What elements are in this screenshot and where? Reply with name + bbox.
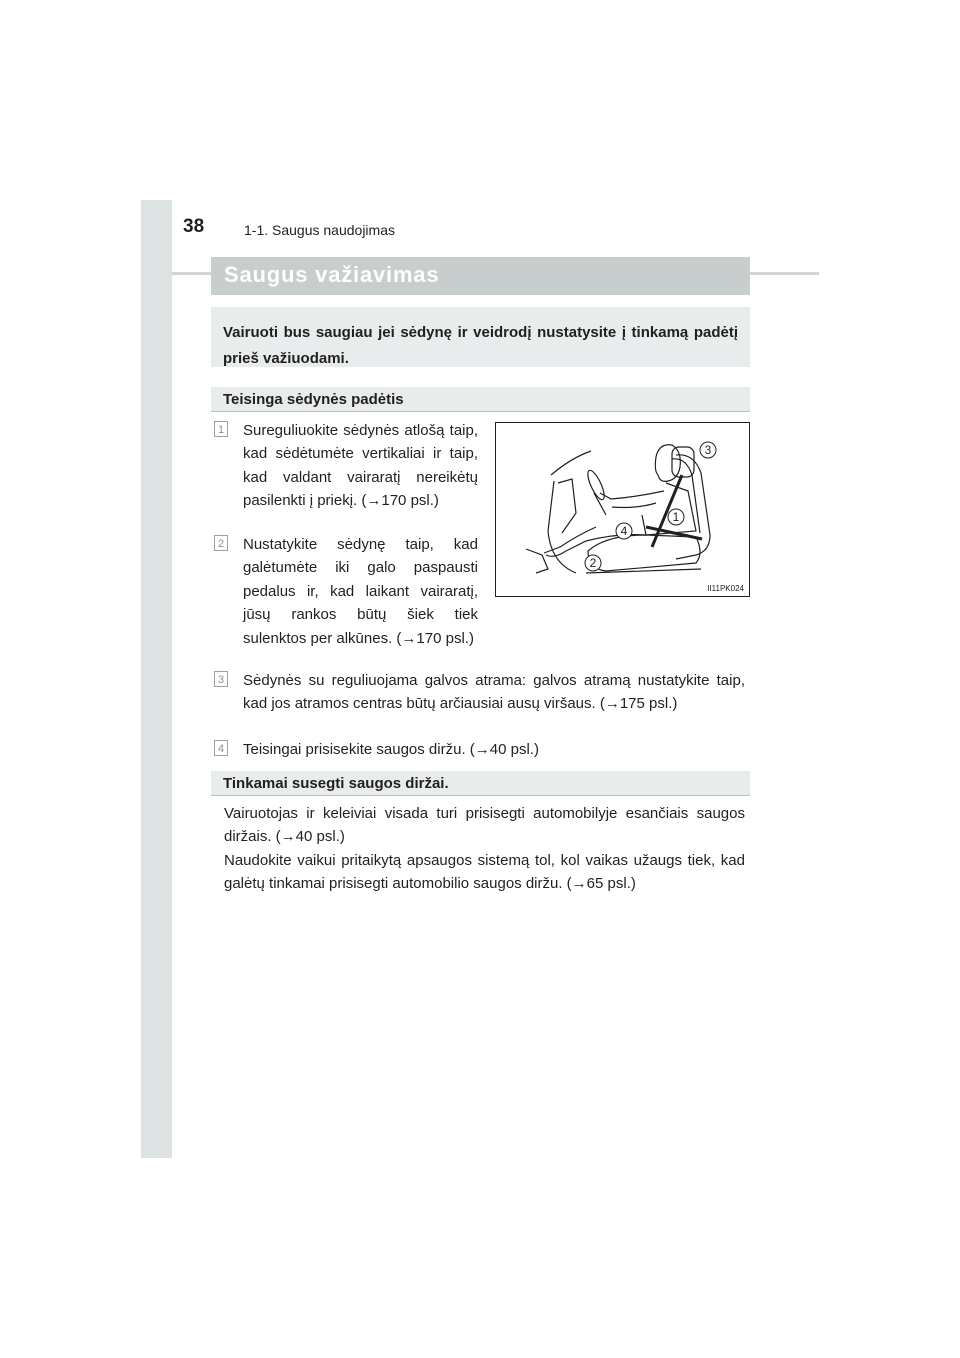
section-breadcrumb: 1-1. Saugus naudojimas bbox=[244, 222, 395, 238]
item-text: Nustatykite sėdynę taip, kad galėtumėte iki galo paspausti pedalus ir, kad laikant vairaratį, jūsų rankos būtų šiek tiek sulenktos per alkūnes. (→170 psl.) bbox=[243, 536, 478, 647]
item-number-badge: 4 bbox=[214, 740, 228, 756]
callout-label: 1 bbox=[672, 510, 680, 524]
subheading-seat-belts: Tinkamai susegti saugos diržai. bbox=[211, 771, 750, 796]
item-number-badge: 3 bbox=[214, 671, 228, 687]
page-number: 38 bbox=[183, 216, 205, 237]
side-margin-bar bbox=[141, 200, 172, 1158]
seat-position-illustration bbox=[495, 422, 750, 597]
callout-label: 3 bbox=[704, 443, 712, 457]
subheading-seat-position: Teisinga sėdynės padėtis bbox=[211, 387, 750, 412]
item-text: Sėdynės su reguliuojama galvos atrama: galvos atramą nustatykite taip, kad jos atramos centras būtų arčiausiai ausų viršaus. (→175 psl.) bbox=[243, 672, 745, 713]
belt-paragraph: Vairuotojas ir keleiviai visada turi prisisegti automobilyje esančiais saugos diržais. (→40 psl.) bbox=[224, 805, 745, 846]
page-title: Saugus važiavimas bbox=[211, 257, 750, 295]
callout-label: 2 bbox=[589, 556, 597, 570]
figure-code: II11PK024 bbox=[707, 584, 744, 593]
callout-label: 4 bbox=[620, 524, 628, 538]
item-number-badge: 2 bbox=[214, 535, 228, 551]
intro-box: Vairuoti bus saugiau jei sėdynę ir veidrodį nustatysite į tinkamą padėtį prieš važiuodami. bbox=[211, 307, 750, 367]
item-number-badge: 1 bbox=[214, 421, 228, 437]
item-text: Sureguliuokite sėdynės atlošą taip, kad sėdėtumėte vertikaliai ir taip, kad valdant vairaratį nereikėtų pasilenkti į priekį. (→170 psl.) bbox=[243, 422, 478, 510]
driver-seating-drawing bbox=[496, 423, 749, 596]
belt-paragraph: Naudokite vaikui pritaikytą apsaugos sistemą tol, kol vaikas užaugs tiek, kad galėtų tinkamai prisisegti automobilio saugos diržu. (→65 psl.) bbox=[224, 852, 745, 893]
item-text: Teisingai prisisekite saugos diržu. (→40 psl.) bbox=[243, 741, 539, 758]
